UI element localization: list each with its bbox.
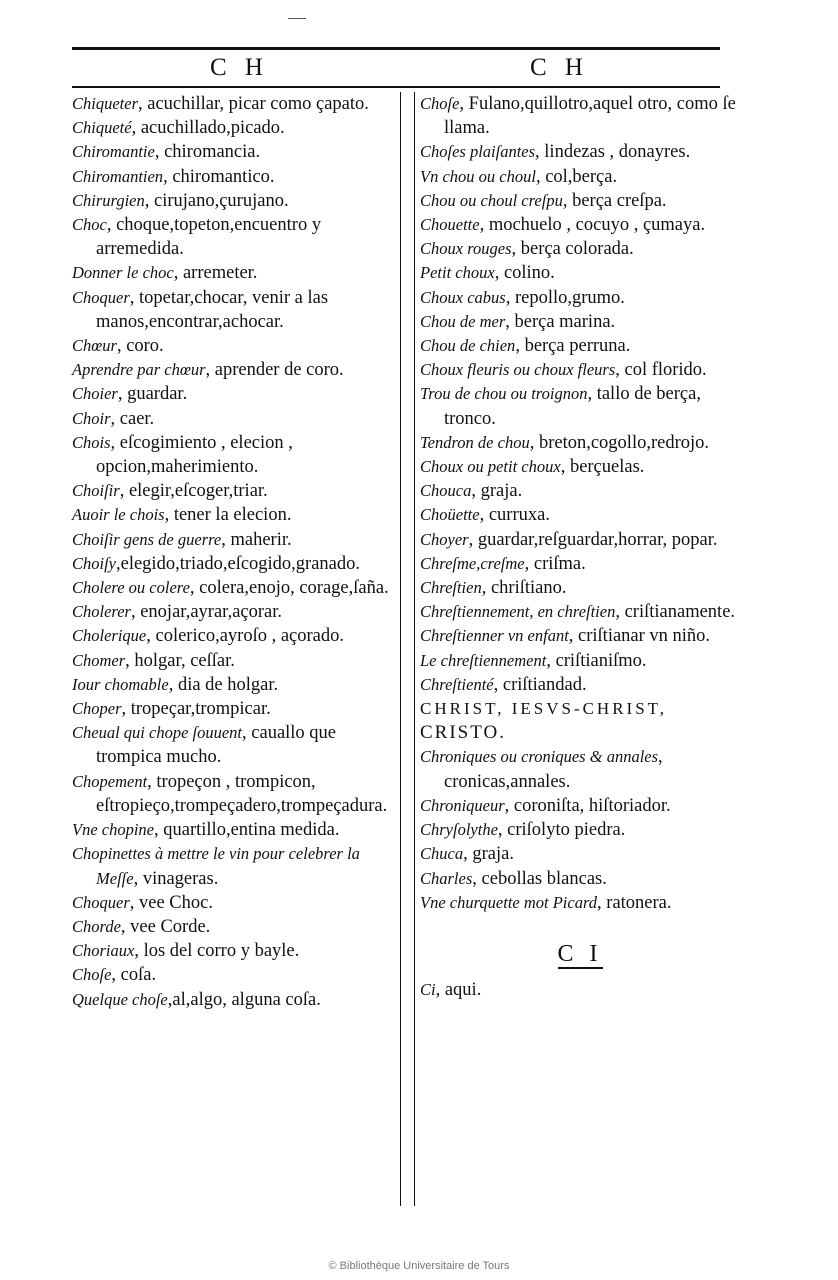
entry-translation: , graja. xyxy=(471,481,523,502)
entry-translation: , cirujano,çurujano. xyxy=(144,190,289,211)
entry-headword: Ci xyxy=(420,979,436,999)
section-heading-text: C I xyxy=(557,940,603,967)
dictionary-entry xyxy=(420,697,740,745)
entry-headword: Choquer xyxy=(72,892,130,912)
dictionary-entry xyxy=(420,503,740,527)
column-divider-inner xyxy=(414,92,415,1206)
top-rule xyxy=(72,47,720,50)
dictionary-entry xyxy=(72,915,390,939)
entry-translation: , topetar,chocar, venir a las manos,encontrar,achocar. xyxy=(96,287,329,332)
entry-headword: Choiſir xyxy=(72,481,120,501)
entry-translation: , mochuelo , cocuyo , çumaya. xyxy=(479,215,706,236)
dictionary-entry xyxy=(72,770,390,818)
entry-translation: , cronicas,annales. xyxy=(444,747,663,792)
entry-translation: , cauallo que trompica mucho. xyxy=(96,723,337,768)
entry-translation: , vinageras. xyxy=(133,868,219,889)
dictionary-entry xyxy=(72,431,390,479)
dictionary-entry xyxy=(420,165,740,189)
entry-headword: Cholerer xyxy=(72,602,131,622)
entry-headword: Chiromantie xyxy=(72,142,155,162)
dictionary-entry xyxy=(420,842,740,866)
entry-headword: Choriaux xyxy=(72,941,135,961)
dictionary-entry xyxy=(420,286,740,310)
entry-translation: ,elegido,triado,eſcogido,granado. xyxy=(116,553,361,574)
dictionary-entry xyxy=(420,673,740,697)
entry-headword: Tendron de chou xyxy=(420,432,530,452)
entry-translation: , guardar. xyxy=(117,384,188,405)
entry-headword: Choſes plaiſantes xyxy=(420,142,536,162)
entry-translation: ,al,algo, alguna coſa. xyxy=(167,989,321,1010)
entry-translation: , lindezas , donayres. xyxy=(535,142,691,163)
entry-translation: , coſa. xyxy=(111,965,157,986)
entry-translation: , colino. xyxy=(494,263,555,284)
dictionary-entry xyxy=(72,479,390,503)
dictionary-entry xyxy=(420,794,740,818)
dictionary-entry xyxy=(420,334,740,358)
entry-headword: Choüette xyxy=(420,505,480,525)
entry-headword: Quelque choſe xyxy=(72,989,168,1009)
dictionary-entry xyxy=(72,286,390,334)
entry-translation: , criſtiandad. xyxy=(493,674,587,695)
dictionary-entry xyxy=(72,261,390,285)
entry-headword: Chreſtienté xyxy=(420,674,494,694)
entry-headword: Choux fleuris ou choux fleurs xyxy=(420,360,616,380)
entry-headword: Chœur xyxy=(72,336,117,356)
dictionary-entry xyxy=(72,721,390,769)
entry-translation: , graja. xyxy=(463,844,514,865)
entry-translation: , tropeçon , trompicon, eſtropieço,trompeçadero,trompeçadura. xyxy=(96,771,388,816)
entry-headword: Chryſolythe xyxy=(420,820,498,840)
entry-translation: , eſcogimiento , elecion , opcion,maherimiento. xyxy=(96,432,293,478)
entry-headword: Chorde xyxy=(72,916,121,936)
entry-translation: , los del corro y bayle. xyxy=(134,941,300,962)
header-right: C H xyxy=(530,54,589,81)
dictionary-entry xyxy=(420,891,740,915)
dictionary-entry xyxy=(420,189,740,213)
entry-translation: , chiromancia. xyxy=(154,142,261,163)
entry-headword: Chiqueté xyxy=(72,118,132,138)
entry-headword: Choſe xyxy=(420,94,460,113)
dictionary-entry xyxy=(420,261,740,285)
entry-headword: Choux cabus xyxy=(420,287,506,307)
entry-translation: , chriſtiano. xyxy=(481,578,567,599)
entry-headword: Chroniques ou croniques & annales xyxy=(420,747,659,767)
dictionary-entry xyxy=(420,213,740,237)
entry-translation: , criſma. xyxy=(524,553,586,574)
dictionary-entry xyxy=(420,624,740,648)
entry-headword: Choyer xyxy=(420,529,469,549)
copyright-footer: © Bibliothèque Universitaire de Tours xyxy=(328,1260,510,1272)
entry-headword: Chou de mer xyxy=(420,311,506,331)
entry-translation: , criſolyto piedra. xyxy=(497,820,626,841)
entry-headword: Aprendre par chœur xyxy=(72,360,206,380)
entry-headword: Chuca xyxy=(420,844,464,864)
dictionary-entry xyxy=(72,407,390,431)
entry-translation: , col florido. xyxy=(615,360,707,381)
entry-translation: , holgar, ceſſar. xyxy=(125,650,235,671)
dictionary-entry xyxy=(420,455,740,479)
entry-headword: Chiqueter xyxy=(72,94,138,113)
entry-translation: , coroniſta, hiſtoriador. xyxy=(504,795,671,816)
dictionary-entry xyxy=(420,92,740,140)
dictionary-entry xyxy=(72,649,390,673)
dictionary-entry xyxy=(420,600,740,624)
left-column xyxy=(72,92,390,1012)
dictionary-entry xyxy=(72,382,390,406)
entry-translation: , colera,enojo, corage,ſaña. xyxy=(189,578,389,599)
column-divider xyxy=(400,92,401,1206)
entry-headword: Choſe xyxy=(72,965,112,985)
entry-headword: Chois xyxy=(72,432,111,452)
entry-headword: Chreſtienner vn enfant xyxy=(420,626,569,646)
entry-translation: , coro. xyxy=(116,336,164,357)
entry-translation: , criſtianiſmo. xyxy=(546,650,647,671)
entry-headword: Chreſtiennement, en chreſtien xyxy=(420,602,616,622)
entry-translation: , quartillo,entina medida. xyxy=(154,820,340,841)
entry-headword: Choiſir gens de guerre xyxy=(72,529,222,549)
entry-translation: , Fulano,quillotro,aquel otro, como ſe llama. xyxy=(444,94,736,139)
dictionary-entry xyxy=(420,431,740,455)
dictionary-entry xyxy=(72,116,390,140)
entry-translation: , guardar,reſguardar,horrar, popar. xyxy=(468,529,718,550)
entry-headword: Vne chopine xyxy=(72,820,155,840)
entry-translation: , tallo de berça, tronco. xyxy=(444,384,701,429)
entry-headword: Donner le choc xyxy=(72,263,174,283)
dictionary-entry xyxy=(420,867,740,891)
entry-headword: Chouca xyxy=(420,481,472,501)
entry-headword: Petit choux xyxy=(420,263,495,283)
dictionary-entry xyxy=(72,842,390,890)
dictionary-entry xyxy=(72,988,390,1012)
entry-translation: , chiromantico. xyxy=(163,166,275,187)
dictionary-entry xyxy=(420,310,740,334)
header-left: C H xyxy=(210,54,269,81)
dictionary-entry xyxy=(420,479,740,503)
entry-translation: , tropeçar,trompicar. xyxy=(121,699,271,720)
dictionary-entry xyxy=(72,891,390,915)
entry-translation: , aprender de coro. xyxy=(205,360,344,381)
entry-headword: Chou ou choul creſpu xyxy=(420,190,563,210)
dictionary-entry xyxy=(72,189,390,213)
dictionary-entry xyxy=(420,552,740,576)
entry-headword: Chouette xyxy=(420,215,480,235)
entry-translation: , berça creſpa. xyxy=(562,190,667,211)
entry-headword: Le chreſtiennement xyxy=(420,650,547,670)
dictionary-entry xyxy=(420,528,740,552)
entry-headword: Chirurgien xyxy=(72,190,145,210)
entry-translation: , acuchillar, picar como çapato. xyxy=(138,94,369,114)
dictionary-entry xyxy=(72,818,390,842)
entry-headword: Choir xyxy=(72,408,111,428)
entry-caps-line: CHRIST, IESVS-CHRIST, xyxy=(420,699,668,719)
entry-translation: , tener la elecion. xyxy=(164,505,292,526)
dictionary-entry xyxy=(420,382,740,430)
entry-headword: Cholerique xyxy=(72,626,147,646)
entry-translation: , caer. xyxy=(110,408,155,429)
entry-translation: , aqui. xyxy=(435,979,482,1000)
ink-mark xyxy=(288,18,306,19)
entry-headword: Chopement xyxy=(72,771,148,791)
entry-translation: , berça marina. xyxy=(505,311,616,332)
dictionary-entry xyxy=(72,552,390,576)
entry-headword: Cholere ou colere xyxy=(72,578,190,598)
entry-caps-line: CRISTO. xyxy=(420,722,506,744)
dictionary-entry xyxy=(72,963,390,987)
dictionary-entry xyxy=(72,939,390,963)
entry-translation: , berçuelas. xyxy=(560,457,645,478)
entry-translation: , elegir,eſcoger,triar. xyxy=(119,481,268,502)
section-heading xyxy=(420,941,740,968)
entry-headword: Chreſtien xyxy=(420,578,482,598)
entry-headword: Auoir le chois xyxy=(72,505,165,525)
dictionary-entry xyxy=(420,978,740,1002)
entry-headword: Trou de chou ou troignon xyxy=(420,384,588,404)
entry-translation: , colerico,ayroſo , açorado. xyxy=(146,626,345,647)
dictionary-entry xyxy=(72,697,390,721)
dictionary-entry xyxy=(420,818,740,842)
entry-translation: , cebollas blancas. xyxy=(472,868,607,889)
entry-headword: Choier xyxy=(72,384,118,404)
dictionary-entry xyxy=(72,528,390,552)
entry-translation: , repollo,grumo. xyxy=(505,287,625,308)
entry-headword: Chou de chien xyxy=(420,336,516,356)
entry-translation: , acuchillado,picado. xyxy=(131,118,285,139)
entry-translation: , vee Corde. xyxy=(120,916,211,937)
entry-translation: , enojar,ayrar,açorar. xyxy=(130,602,283,623)
entry-headword: Chreſme,creſme xyxy=(420,553,525,573)
dictionary-entry xyxy=(420,140,740,164)
dictionary-entry xyxy=(420,649,740,673)
dictionary-entry xyxy=(72,576,390,600)
entry-translation: , berça perruna. xyxy=(515,336,631,357)
dictionary-entry xyxy=(420,237,740,261)
dictionary-entry xyxy=(420,358,740,382)
dictionary-entry xyxy=(72,673,390,697)
entry-headword: Cheual qui chope ſouuent xyxy=(72,723,243,743)
entry-headword: Choiſy xyxy=(72,553,116,573)
entry-headword: Choux rouges xyxy=(420,239,512,259)
entry-translation: , curruxa. xyxy=(479,505,550,526)
entry-translation: , berça colorada. xyxy=(511,239,634,260)
entry-headword: Vne churquette mot Picard xyxy=(420,892,598,912)
dictionary-entry xyxy=(72,165,390,189)
entry-headword: Chopinettes à mettre le vin pour celebrer la Meſſe xyxy=(72,844,360,888)
entry-headword: Choux ou petit choux xyxy=(420,457,561,477)
entry-translation: , dia de holgar. xyxy=(168,674,279,695)
entry-translation: , ratonera. xyxy=(597,892,672,913)
entry-headword: Iour chomable xyxy=(72,674,169,694)
right-column xyxy=(420,92,740,1002)
entry-headword: Chroniqueur xyxy=(420,795,505,815)
dictionary-entry xyxy=(72,358,390,382)
entry-translation: , criſtianamente. xyxy=(615,602,736,623)
dictionary-entry xyxy=(72,600,390,624)
entry-headword: Charles xyxy=(420,868,473,888)
entry-translation: , col,berça. xyxy=(535,166,618,187)
entry-translation: , vee Choc. xyxy=(129,892,213,913)
entry-translation: , arremeter. xyxy=(173,263,258,284)
entry-headword: Choper xyxy=(72,699,122,719)
header-rule xyxy=(72,86,720,88)
entry-translation: , choque,topeton,encuentro y arremedida. xyxy=(96,215,322,260)
entry-headword: Chomer xyxy=(72,650,126,670)
entry-headword: Vn chou ou choul xyxy=(420,166,536,186)
dictionary-entry xyxy=(420,576,740,600)
entry-translation: , criſtianar vn niño. xyxy=(568,626,711,647)
dictionary-entry xyxy=(420,745,740,793)
entry-translation: , maherir. xyxy=(221,529,292,550)
entry-translation: , breton,cogollo,redrojo. xyxy=(529,432,710,453)
dictionary-entry xyxy=(72,503,390,527)
entry-headword: Chiromantien xyxy=(72,166,164,186)
dictionary-entry xyxy=(72,624,390,648)
dictionary-entry xyxy=(72,92,390,116)
dictionary-entry xyxy=(72,213,390,261)
entry-headword: Choquer xyxy=(72,287,130,307)
entry-headword: Choc xyxy=(72,215,107,235)
dictionary-entry xyxy=(72,140,390,164)
dictionary-entry xyxy=(72,334,390,358)
